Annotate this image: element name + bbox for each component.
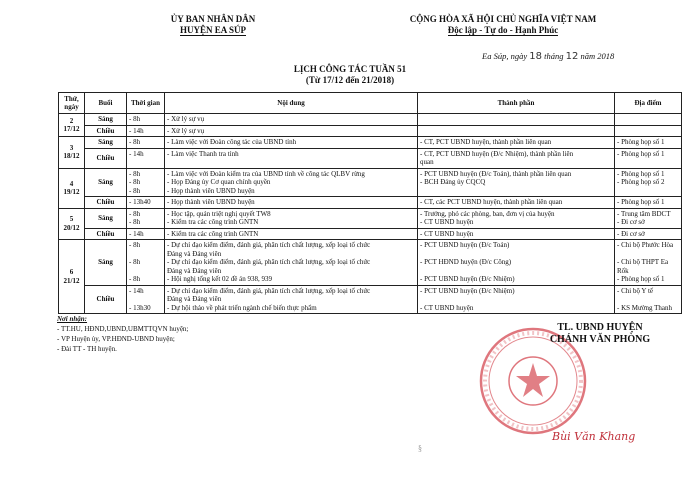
issuer-header [118,14,308,36]
participants-line: - PCT UBND huyện (Đ/c Toán), thành phần liên quan [420,169,572,178]
participants-line: - CT, PCT UBND huyện (Đ/c Nhiệm), thành phần liên [420,149,574,158]
content-line: - Dự hội thảo về phát triển ngành chế biến thực phẩm [167,303,317,312]
content-line: Đảng và Đảng viên [167,266,222,275]
day-number: 4 [69,179,74,188]
date-month: 12 [565,51,579,62]
participants-cell [418,208,615,228]
mark-icon: § [418,444,422,453]
day-cell [59,114,85,137]
content-cell [165,168,418,197]
session-cell: Chiều [85,285,127,314]
time-cell [127,197,165,209]
content-line: - Dự chỉ đạo kiểm điểm, đánh giá, phân tích chất lượng, xếp loại tổ chức [167,258,371,266]
title-main: LỊCH CÔNG TÁC TUẦN 51 [293,64,407,74]
content-line: - Làm việc với Đoàn kiểm tra của UBND tỉnh về công tác QLBV rừng [167,169,365,178]
participants-cell [418,137,615,149]
content-cell [165,114,418,126]
table-row [59,208,682,228]
table-row [59,125,682,137]
content-cell [165,228,418,240]
location-line: - Phòng họp số 1 [617,138,665,146]
time-cell [127,137,165,149]
location-line: - Chi bộ Y tế [617,286,654,295]
location-cell [615,137,682,149]
location-line: - Phòng họp số 1 [617,198,665,206]
content-line: Đảng và Đảng viên [167,295,222,303]
participants-line [420,295,612,304]
session-cell: Chiều [85,125,127,137]
table-row [59,240,682,286]
participants-line: - PCT UBND huyện (Đ/c Nhiệm) [420,275,515,283]
content-cell [165,197,418,209]
day-date: 19/12 [63,188,80,196]
session-cell: Sáng [85,137,127,149]
content-line: - Dự chỉ đạo kiểm điểm, đánh giá, phân tích chất lượng, xếp loại tổ chức [167,241,371,249]
content-cell [165,137,418,149]
table-row [59,114,682,126]
table-row [59,137,682,149]
content-line: - Họp Đảng ủy Cơ quan chính quyền [167,178,271,186]
time-line: - 13h30 [129,303,151,312]
time-cell [127,168,165,197]
time-cell [127,240,165,286]
participants-line: - CT, các PCT UBND huyện, thành phần liên quan [420,198,563,206]
location-cell [615,148,682,168]
location-cell [615,197,682,209]
schedule-body [59,114,682,314]
time-line: - 8h [129,115,141,123]
participants-line: - CT UBND huyện [420,303,474,312]
recipients [57,314,188,354]
participants-cell [418,114,615,126]
day-number: 2 [69,116,74,125]
participants-cell [418,240,615,286]
day-cell [59,137,85,169]
day-date: 17/12 [63,125,80,133]
table-row [59,197,682,209]
content-line: - Họp thành viên UBND huyện [167,198,255,206]
time-line: - 14h [129,286,144,295]
signature-block [520,322,680,346]
content-line: - Họp thành viên UBND huyện [167,186,255,195]
header-session: Buổi [85,93,127,114]
location-line: - Trung tâm BDCT [617,209,671,218]
table-row [59,228,682,240]
recipients-label: Nơi nhận: [57,315,88,323]
location-line [617,115,679,124]
recipient-item: - TT.HU, HĐND,UBND,UBMTTQVN huyện; [57,325,189,333]
day-number: 5 [69,215,74,224]
participants-line [420,115,612,124]
table-header-row [59,93,682,114]
header-participants: Thành phần [418,93,615,114]
day-date: 20/12 [63,223,80,232]
content-line: Đảng và Đảng viên [167,249,222,258]
day-date: 21/12 [63,276,80,285]
content-cell [165,285,418,314]
content-line: - Hội nghị tổng kết 02 đề án 938, 939 [167,275,272,283]
title-range: (Từ 17/12 đến 21/2018) [305,75,395,85]
header-time: Thời gian [127,93,165,114]
participants-line: - BCH Đảng ủy CQCQ [420,178,486,186]
participants-line [420,187,612,196]
national-motto: Độc lập - Tự do - Hạnh Phúc [447,25,559,35]
location-cell [615,208,682,228]
location-line: - Đi cơ sở [617,218,645,226]
day-number: 3 [69,143,74,152]
location-cell [615,114,682,126]
signer-title: CHÁNH VĂN PHÒNG [549,334,651,345]
signer-name: Bùi Văn Khang [552,430,636,443]
recipient-item: - Đài TT - TH huyện. [57,345,117,353]
date-day: 18 [529,51,542,62]
participants-cell [418,168,615,197]
day-cell [59,208,85,240]
location-cell [615,285,682,314]
header-day: Thứ, ngày [59,93,85,114]
time-line: - 8h [129,138,141,146]
content-line: - Kiểm tra các công trình GNTN [167,218,259,226]
time-cell [127,114,165,126]
session-cell: Sáng [85,208,127,228]
location-cell [615,228,682,240]
content-line: - Làm việc Thanh tra tỉnh [167,149,239,158]
session-cell: Sáng [85,168,127,197]
content-line: - Học tập, quán triệt nghị quyết TW8 [167,209,271,218]
table-row [59,148,682,168]
time-cell [127,228,165,240]
time-line [129,295,162,304]
participants-line: - Trưởng, phó các phòng, ban, đơn vị của huyện [420,209,555,218]
location-line: - Chi bộ THPT Ea [617,258,669,266]
national-title: CỘNG HÒA XÃ HỘI CHỦ NGHĨA VIỆT NAM [409,14,597,24]
day-date: 18/12 [63,152,80,161]
header-content: Nội dung [165,93,418,114]
content-line: - Dự chỉ đạo kiểm điểm, đánh giá, phân tích chất lượng, xếp loại tổ chức [167,286,371,295]
session-cell: Sáng [85,114,127,126]
time-line [129,250,162,259]
time-line: - 14h [129,229,144,238]
location-line: - Phòng họp số 1 [617,149,665,158]
content-cell [165,125,418,137]
participants-line: - CT UBND huyện [420,218,474,226]
session-cell: Sáng [85,240,127,286]
time-line: - 14h [129,126,144,135]
location-line [617,295,679,304]
location-cell [615,168,682,197]
location-line [617,127,679,136]
participants-line: quan [420,158,434,166]
participants-cell [418,197,615,209]
participants-line: - PCT HĐND huyện (Đ/c Công) [420,258,512,266]
time-cell [127,148,165,168]
participants-cell [418,148,615,168]
time-line [129,267,162,276]
time-line: - 8h [129,241,141,249]
document-title [180,64,520,86]
content-cell [165,208,418,228]
participants-line [420,127,612,136]
participants-line: - CT UBND huyện [420,229,474,238]
participants-line [420,267,612,276]
date-prefix: Ea Súp, ngày [482,51,528,61]
time-line: - 8h [129,275,141,283]
location-line: - Phòng họp số 2 [617,178,665,186]
table-row [59,168,682,197]
location-line: - Chi bộ Phước Hòa [617,241,674,249]
schedule-table [58,92,682,314]
date-month-label: tháng [544,51,564,61]
table-row [59,285,682,314]
session-cell: Chiều [85,197,127,209]
signer-authority: TL. UBND HUYỆN [557,322,643,333]
session-cell: Chiều [85,148,127,168]
location-line [617,187,679,196]
location-line: - Phòng họp số 1 [617,169,665,178]
content-line: - Làm việc với Đoàn công tác của UBND tỉnh [167,138,297,146]
location-line: - Phòng họp số 1 [617,275,665,283]
location-line: Rốk [617,266,629,275]
content-line: - Kiểm tra các công trình GNTN [167,229,259,238]
issuer-district: HUYỆN EA SÚP [179,25,246,35]
time-line: - 8h [129,178,141,186]
time-line: - 13h40 [129,198,151,206]
location-line: - Đi cơ sở [617,229,645,238]
location-line: - KS Mường Thanh [617,303,673,312]
time-line: - 8h [129,186,141,195]
time-cell [127,208,165,228]
location-cell [615,240,682,286]
participants-line: - PCT UBND huyện (Đ/c Nhiệm) [420,286,515,295]
location-cell [615,125,682,137]
location-line [617,250,679,259]
day-cell [59,168,85,208]
time-line: - 8h [129,169,141,178]
content-line: - Xử lý sự vụ [167,126,205,135]
participants-cell [418,228,615,240]
participants-line: - PCT UBND huyện (Đ/c Toán) [420,241,510,249]
time-cell [127,125,165,137]
time-line: - 8h [129,258,141,266]
day-number: 6 [69,268,74,276]
time-line: - 14h [129,149,144,158]
content-cell [165,148,418,168]
session-cell: Chiều [85,228,127,240]
issuer-name: ỦY BAN NHÂN DÂN [170,14,256,24]
day-cell [59,240,85,314]
participants-cell [418,125,615,137]
time-cell [127,285,165,314]
time-line: - 8h [129,209,141,218]
participants-cell [418,285,615,314]
content-cell [165,240,418,286]
participants-line: - CT, PCT UBND huyện, thành phần liên quan [420,138,552,146]
time-line: - 8h [129,218,141,226]
content-line: - Xử lý sự vụ [167,115,205,123]
header-location: Địa điểm [615,93,682,114]
date-year: năm 2018 [580,51,615,61]
participants-line [420,250,612,259]
recipient-item: - VP Huyện ủy, VP.HĐND-UBND huyện; [57,335,175,343]
national-header [378,14,628,36]
issue-date [482,51,614,62]
